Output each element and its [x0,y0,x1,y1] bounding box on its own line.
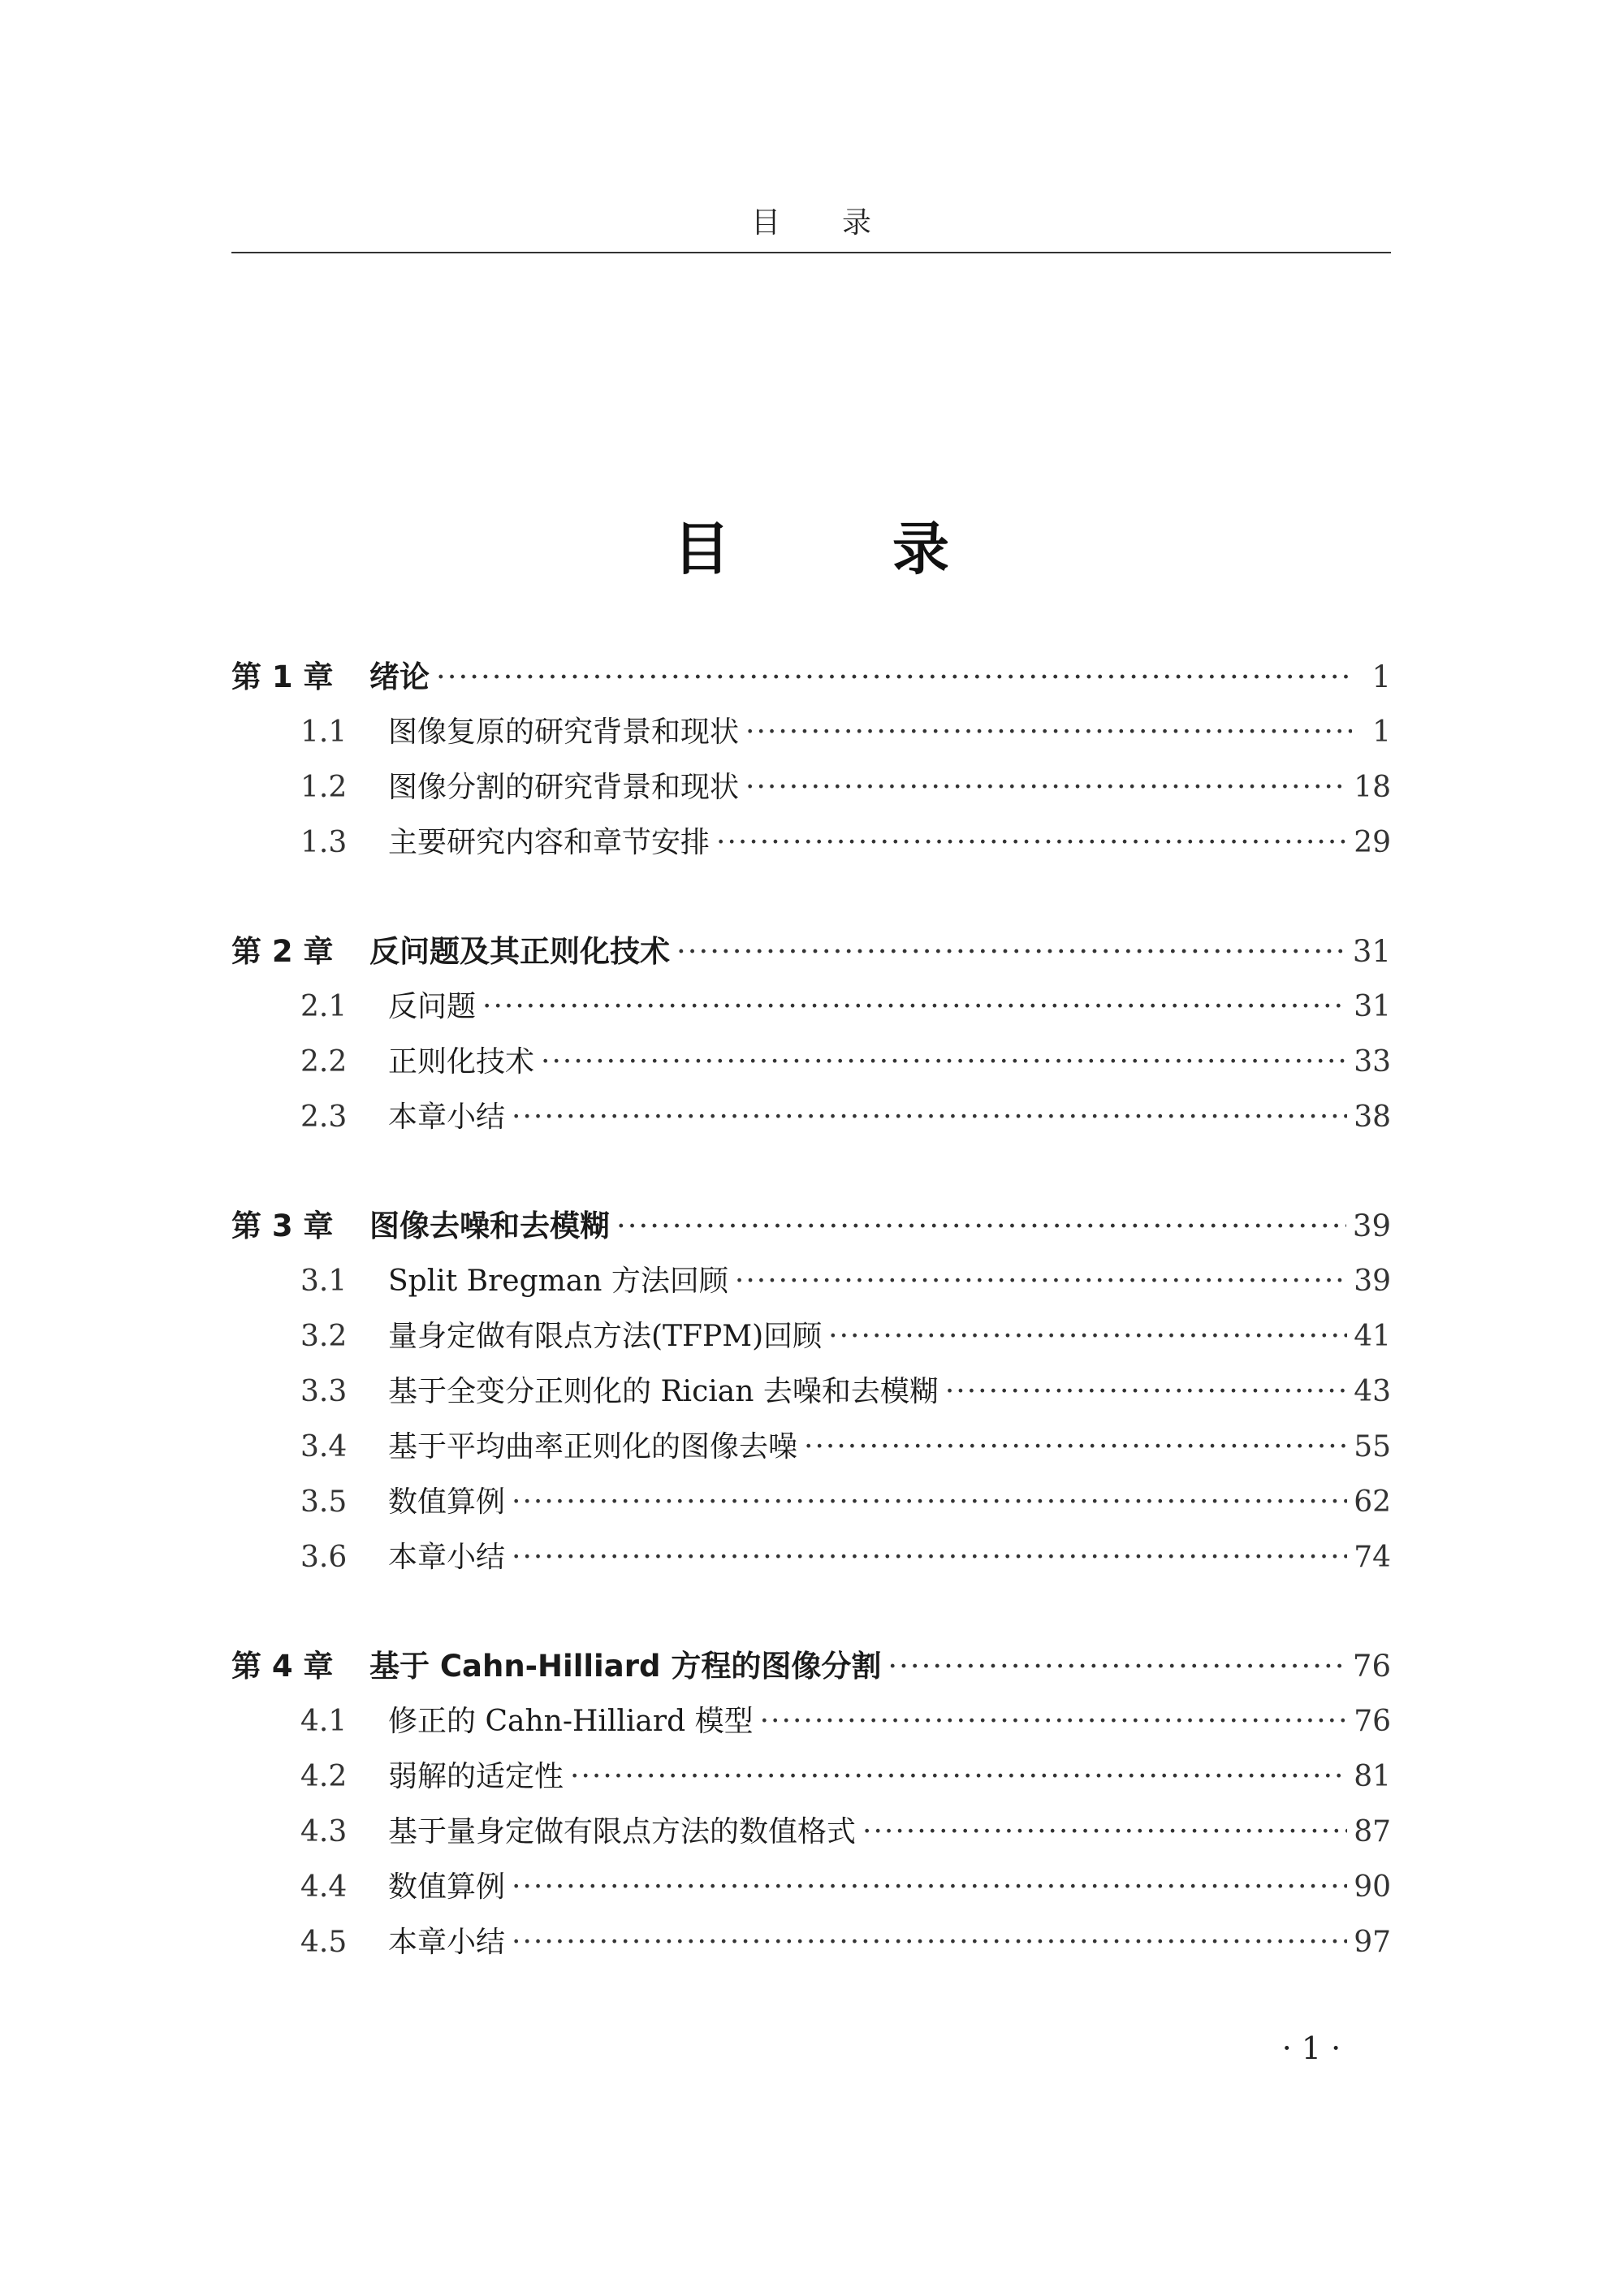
section-page: 18 [1354,771,1391,804]
dot-leader [512,1915,1347,1970]
chapter-page: 39 [1352,1209,1391,1243]
chapter-page: 1 [1371,659,1391,694]
toc-section-2-2[interactable] [231,1035,1391,1090]
section-page: 81 [1354,1760,1391,1793]
dot-leader [616,1199,1346,1254]
header-rule [231,252,1391,253]
running-head-char: 目 [750,206,780,240]
chapter-title: 基于 Cahn-Hilliard 方程的图像分割 [369,1649,882,1684]
section-title: Split Bregman 方法回顾 [388,1265,728,1298]
section-number: 3.4 [300,1430,348,1464]
page-title-char: 录 [892,516,949,582]
section-page: 76 [1354,1705,1391,1738]
section-number: 4.2 [300,1760,348,1793]
dot-leader [482,979,1347,1035]
toc-section-3-6[interactable] [231,1530,1391,1585]
section-title: 修正的 Cahn-Hilliard 模型 [388,1705,754,1738]
section-page: 33 [1354,1045,1391,1079]
toc-chapter-1[interactable] [231,650,1391,705]
toc-section-3-5[interactable] [231,1475,1391,1530]
section-number: 1.2 [300,771,348,804]
toc-section-3-1[interactable] [231,1254,1391,1309]
section-number: 4.4 [300,1870,348,1904]
dot-leader [512,1475,1347,1530]
section-page: 90 [1354,1870,1391,1904]
toc-chapter-2[interactable] [231,924,1391,979]
section-number: 4.5 [300,1926,348,1959]
section-number: 1.3 [300,826,348,859]
toc-section-3-3[interactable] [231,1364,1391,1420]
section-title: 弱解的适定性 [388,1760,564,1793]
section-number: 2.3 [300,1100,348,1134]
toc-section-1-3[interactable] [231,815,1391,871]
section-number: 1.1 [300,716,348,749]
section-page: 1 [1372,716,1391,749]
toc-section-2-3[interactable] [231,1090,1391,1145]
toc-section-4-3[interactable] [231,1805,1391,1860]
toc-section-4-4[interactable] [231,1860,1391,1915]
section-page: 43 [1354,1375,1391,1408]
dot-leader [760,1694,1348,1749]
toc-chapter-4[interactable] [231,1639,1391,1694]
running-head [231,200,1391,241]
chapter-page: 76 [1352,1649,1391,1684]
section-number: 3.2 [300,1320,348,1353]
dot-leader [512,1860,1347,1915]
section-title: 数值算例 [388,1870,506,1904]
section-title: 量身定做有限点方法(TFPM)回顾 [388,1320,823,1353]
section-page: 74 [1354,1541,1391,1574]
section-page: 31 [1354,990,1391,1023]
chapter-title: 反问题及其正则化技术 [369,934,670,969]
chapter-title: 绪论 [369,659,430,694]
table-of-contents [231,650,1391,2024]
section-number: 3.5 [300,1485,348,1519]
section-title: 数值算例 [388,1485,506,1519]
section-page: 97 [1354,1926,1391,1959]
page-title [231,504,1391,586]
dot-leader [888,1639,1346,1694]
section-number: 3.3 [300,1375,348,1408]
section-number: 3.1 [300,1265,348,1298]
chapter-group-3 [231,1199,1391,1585]
section-title: 正则化技术 [388,1045,535,1079]
section-number: 2.2 [300,1045,348,1079]
toc-chapter-3[interactable] [231,1199,1391,1254]
section-title: 反问题 [388,990,477,1023]
chapter-group-1 [231,650,1391,871]
section-title: 本章小结 [388,1100,506,1134]
running-head-char: 录 [842,206,872,240]
section-page: 38 [1354,1100,1391,1134]
dot-leader [541,1035,1347,1090]
toc-section-4-2[interactable] [231,1749,1391,1805]
toc-section-4-5[interactable] [231,1915,1391,1970]
section-title: 图像复原的研究背景和现状 [388,716,740,749]
toc-section-4-1[interactable] [231,1694,1391,1749]
chapter-page: 31 [1352,934,1391,969]
dot-leader [828,1309,1347,1364]
toc-section-1-2[interactable] [231,760,1391,815]
chapter-number: 第 1 章 [231,659,334,694]
section-title: 本章小结 [388,1926,506,1959]
chapter-number: 第 4 章 [231,1649,334,1684]
section-page: 29 [1354,826,1391,859]
dot-leader [570,1749,1347,1805]
section-title: 基于平均曲率正则化的图像去噪 [388,1430,798,1464]
section-number: 4.3 [300,1815,348,1848]
section-number: 2.1 [300,990,348,1023]
section-title: 基于全变分正则化的 Rician 去噪和去模糊 [388,1375,939,1408]
section-title: 本章小结 [388,1541,506,1574]
section-title: 图像分割的研究背景和现状 [388,771,740,804]
section-page: 41 [1354,1320,1391,1353]
dot-leader [945,1364,1347,1420]
chapter-group-4 [231,1639,1391,1970]
toc-section-1-1[interactable] [231,705,1391,760]
page-title-char: 目 [673,516,730,582]
section-page: 39 [1354,1265,1391,1298]
section-page: 87 [1354,1815,1391,1848]
dot-leader [512,1530,1347,1585]
chapter-title: 图像去噪和去模糊 [369,1209,610,1243]
chapter-group-2 [231,924,1391,1145]
chapter-number: 第 2 章 [231,934,334,969]
section-page: 55 [1354,1430,1391,1464]
chapter-number: 第 3 章 [231,1209,334,1243]
section-number: 3.6 [300,1541,348,1574]
dot-leader [862,1805,1347,1860]
toc-section-3-2[interactable] [231,1309,1391,1364]
dot-leader [745,705,1352,760]
section-title: 主要研究内容和章节安排 [388,826,710,859]
dot-leader [436,650,1352,705]
toc-section-3-4[interactable] [231,1420,1391,1475]
dot-leader [745,760,1347,815]
dot-leader [716,815,1347,871]
dot-leader [804,1420,1347,1475]
toc-section-2-1[interactable] [231,979,1391,1035]
page-number: · 1 · [1281,2030,1341,2066]
dot-leader [735,1254,1347,1309]
dot-leader [676,924,1346,979]
section-title: 基于量身定做有限点方法的数值格式 [388,1815,857,1848]
section-number: 4.1 [300,1705,348,1738]
dot-leader [512,1090,1347,1145]
section-page: 62 [1354,1485,1391,1519]
